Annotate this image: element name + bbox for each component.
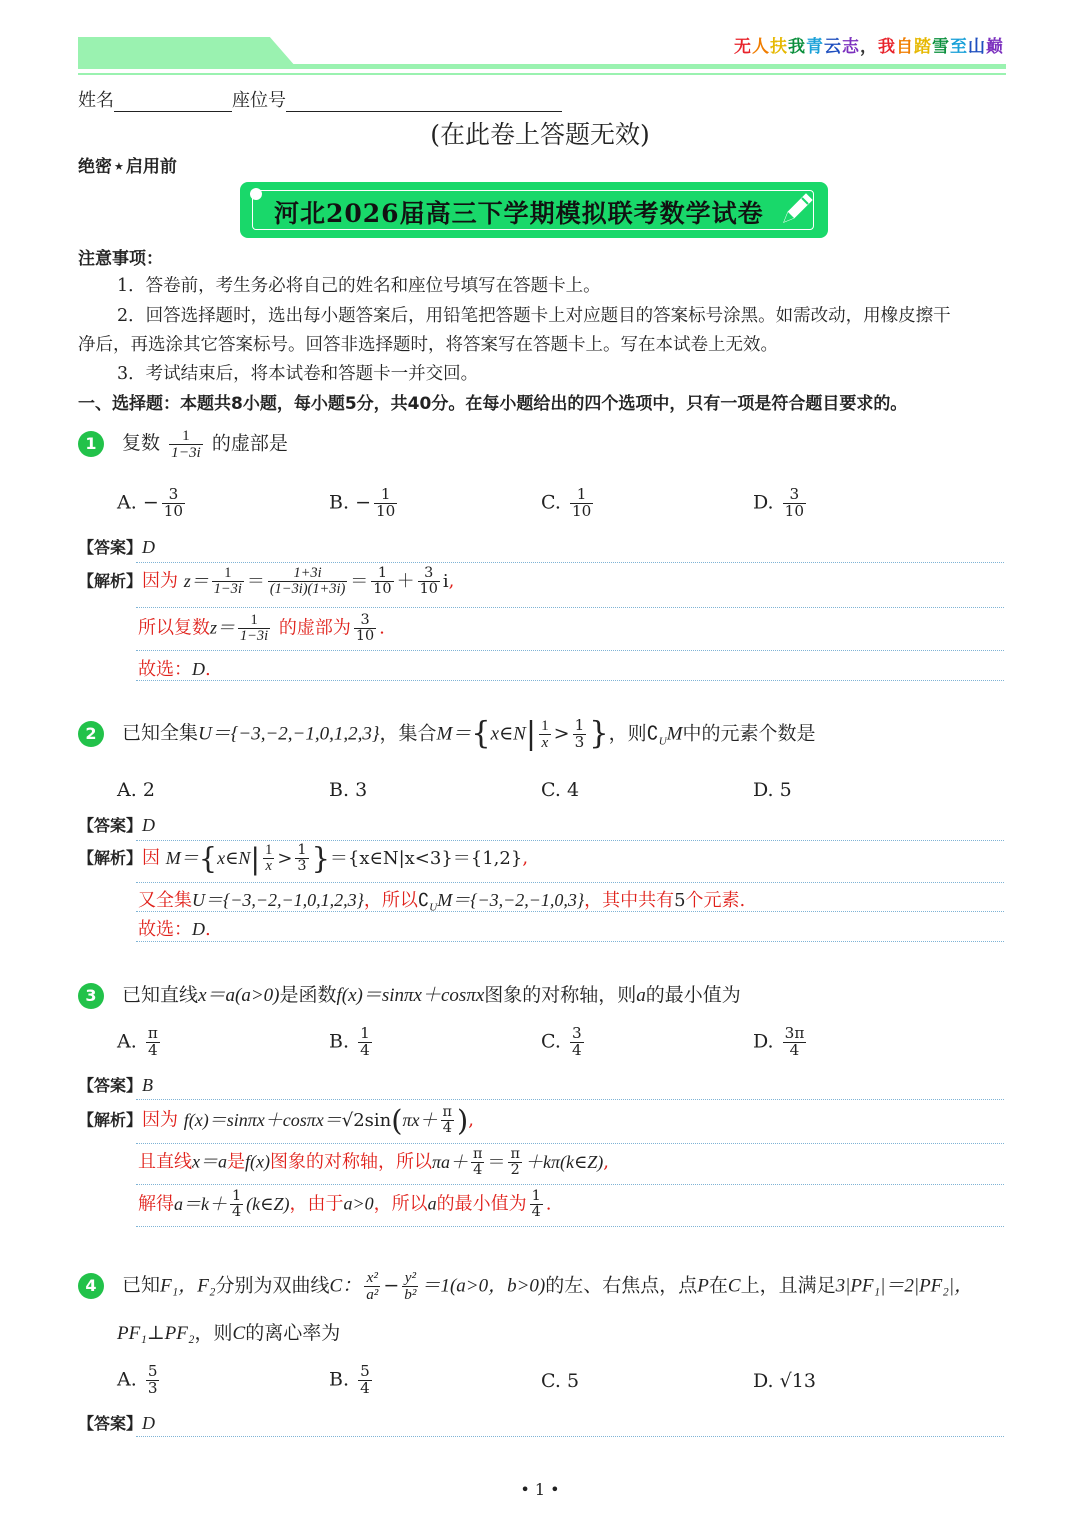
seat-field[interactable] (286, 90, 562, 112)
q3-sol1-inner: πx＋ (402, 1109, 438, 1130)
q2-sol2-u: U＝{−3,−2,−1,0,1,2,3} (192, 890, 364, 910)
q2-option-a[interactable] (117, 779, 155, 801)
q1-sol1-f4n: 3 (418, 566, 440, 582)
answer-label: 【答案】 (78, 1414, 143, 1433)
q2-sol1-frac1 (263, 843, 274, 874)
q3-sol3-rd: 4 (531, 1204, 541, 1221)
q1-choice-value: D (192, 659, 205, 679)
q4-line2-cond: PF₁⊥PF₂ (117, 1323, 195, 1344)
q3-sol2-c: 图象的对称轴，所以 (269, 1151, 432, 1173)
question-1-stem (78, 428, 288, 461)
q1-opt-a-num: 3 (162, 487, 185, 504)
q3-sol1-frac (441, 1105, 454, 1136)
q3-sol2-p1n: π (473, 1146, 483, 1162)
q1-opt-b-den: 10 (375, 501, 396, 520)
q3-sol3-eq: a＝k＋ (174, 1193, 227, 1214)
q3-sol1-pin: π (442, 1104, 452, 1120)
q1-opt-b-num: 1 (374, 487, 397, 504)
q2-stem-b: ，集合 (379, 722, 437, 745)
slogan-char: ， (860, 37, 878, 57)
q3-opt-d-den: 4 (789, 1040, 800, 1059)
q2-opt-a-letter: A. (117, 779, 137, 801)
question-number-2: 2 (78, 721, 104, 747)
q3-stem-a-var: a (636, 985, 646, 1006)
q1-opt-a-fraction (162, 487, 185, 520)
q1-opt-d-fraction (783, 487, 806, 520)
title-banner (240, 182, 828, 238)
q2-sub-u: U (658, 735, 667, 748)
q3-opt-c-fraction (570, 1026, 584, 1059)
q4-option-a[interactable] (117, 1364, 162, 1397)
question-number-3: 3 (78, 983, 104, 1009)
q4-line2-b: 的离心率为 (245, 1322, 341, 1344)
q2-sol2-post: ，其中共有 (584, 890, 675, 911)
divider (136, 1184, 1004, 1185)
q2-fd1: x (541, 733, 549, 751)
q3-sol3-rn: 1 (531, 1188, 541, 1204)
q1-sol2-pre: 所以复数 (138, 617, 210, 639)
q1-sol2-fd: 1−3i (240, 628, 269, 645)
q1-option-d[interactable] (753, 487, 809, 520)
q2-sol1-set: x∈N (217, 847, 251, 868)
choose-label: 故选： (138, 919, 192, 940)
q3-sol3-e: 的最小值为 (436, 1193, 527, 1215)
q4-opt-b-fraction (358, 1364, 372, 1397)
q4-stem-frac-y (402, 1270, 418, 1303)
q1-sol1-f1n: 1 (212, 566, 244, 582)
q3-sol1-pre: 因为 (142, 1109, 179, 1131)
q2-stem-u: U＝{−3,−2,−1,0,1,2,3} (198, 723, 380, 745)
q3-sol3-c: ，由于 (289, 1193, 344, 1215)
q3-sol2-b: 是 (227, 1151, 245, 1173)
pencil-icon (778, 190, 816, 228)
q3-sol1-sqrt: √2 (341, 1109, 365, 1131)
q3-sol1-sin: sin (364, 1109, 392, 1131)
q3-option-c[interactable] (541, 1026, 587, 1059)
q4-stem-a: 已知 (122, 1274, 161, 1297)
divider (136, 1226, 1004, 1227)
q3-sol1-pid: 4 (442, 1120, 452, 1137)
q2-opt-c-letter: C. (541, 779, 561, 801)
divider (136, 1436, 1004, 1437)
slogan-char: 扶 (770, 37, 788, 57)
q4-opt-a-fraction (146, 1364, 160, 1397)
q1-opt-b-letter: B. (329, 491, 350, 514)
q4-x2: x² (364, 1270, 380, 1287)
q1-sol1-f1d: 1−3i (213, 581, 242, 598)
q4-answer (78, 1411, 155, 1434)
q1-sol1-i: i (442, 570, 449, 592)
q1-option-c[interactable] (541, 487, 596, 520)
q2-solution-2: 又全集U＝{−3,−2,−1,0,1,2,3}，所以$∁_UM=\{-3,-2,-1,0,3\}$，其中共有5个元素. (138, 890, 746, 914)
q2-stem-frac1 (539, 718, 551, 751)
q3-solution-2: 且直线x＝a是f(x)图象的对称轴，所以πa＋ $\frac{\pi}{4}$ ＝ $\frac{\pi}{2}$ ＋kπ(k∈Z), (138, 1146, 610, 1179)
q3-sol3-cond: a>0 (343, 1193, 374, 1214)
q4-stem-b: 分别为双曲线 (215, 1274, 330, 1297)
q1-sol2-result (354, 613, 376, 644)
q2-fn2: 1 (574, 716, 585, 734)
q2-stem-c: ，则 (608, 722, 647, 745)
q3-answer-value: B (142, 1075, 154, 1095)
q3-sol3-d: ，所以 (373, 1193, 428, 1215)
q4-y2: y² (402, 1270, 418, 1287)
q1-opt-c-den: 10 (571, 501, 592, 520)
q2-sol2-end: 个元素 (685, 890, 740, 911)
q2-sol1-fn1: 1 (265, 842, 273, 858)
q1-sol1-pre: 因为 (142, 570, 179, 592)
divider (136, 1143, 1004, 1144)
q1-opt-b-fraction (374, 487, 397, 520)
q4-stem-c: 的左、右焦点，点 (545, 1274, 698, 1297)
question-number-4: 4 (78, 1273, 104, 1299)
q2-opt-a-value: 2 (142, 779, 155, 801)
q4-a2: a² (366, 1285, 379, 1303)
analysis-label: 【解析】 (78, 1110, 143, 1130)
divider (136, 562, 1004, 563)
q2-stem-a: 已知全集 (122, 722, 199, 745)
q3-opt-d-fraction (783, 1026, 807, 1059)
q1-choice: 故选：D. (138, 659, 211, 680)
analysis-label: 【解析】 (78, 571, 143, 591)
q4-opt-b-den: 4 (360, 1378, 370, 1397)
q3-option-d[interactable] (753, 1026, 809, 1059)
slogan-char: 踏 (914, 37, 932, 57)
q3-sol2-frac1 (471, 1147, 484, 1178)
divider (136, 607, 1004, 608)
q1-opt-a-letter: A. (117, 491, 137, 514)
q4-stem-c-name: C： (329, 1275, 362, 1297)
divider (136, 650, 1004, 651)
q3-opt-b-fraction (358, 1026, 372, 1059)
q1-option-a[interactable] (117, 487, 188, 520)
q1-answer (78, 535, 155, 558)
q1-stem-pre: 复数 (122, 432, 161, 455)
q3-sol2-p2n: π (510, 1146, 520, 1162)
q1-sol2-rd: 10 (355, 628, 375, 645)
q2-opt-b-value: 3 (355, 779, 368, 801)
q1-sol1-frac3 (371, 566, 393, 597)
q4-stem-eq: ＝1(a>0，b>0) (421, 1275, 546, 1297)
q4-opt-c-value: 5 (566, 1370, 580, 1392)
q3-option-a[interactable] (117, 1026, 163, 1059)
q1-sol2-frac (238, 613, 270, 644)
q4-stem-p: P (697, 1275, 709, 1297)
q3-option-b[interactable] (329, 1026, 375, 1059)
q4-stem-e: 上，且满足 (740, 1274, 836, 1297)
q3-stem-c: 图象的对称轴，则 (484, 984, 637, 1006)
q3-solution-1: 【解析】因为 f(x)＝sinπx＋cosπx＝√2sin(πx＋ $\frac{\pi}{4}$ ), (78, 1103, 474, 1138)
q1-solution-1: 【解析】因为 z＝ $\frac{1}{1-3i}$ ＝ $\frac{1+3i}{(1-3i)(1+3i)}$ ＝ $\frac{1}{10}$ ＋ $\frac{3}{10}$ i, (78, 565, 455, 598)
q1-sol1-frac2 (268, 566, 347, 597)
q1-opt-a-sign: − (142, 491, 159, 514)
q4-line2-a: ，则 (194, 1322, 233, 1344)
q2-opt-d-value: 5 (779, 779, 792, 801)
slogan-char: 我 (878, 37, 896, 57)
q1-stem-fraction (169, 428, 203, 461)
q1-sol1-f4d: 10 (419, 581, 438, 598)
q4-stem-f: F₁，F₂ (160, 1275, 216, 1297)
question-2-stem: 2 已知全集U＝{−3,−2,−1,0,1,2,3}，集合M＝{x∈N| $\frac{1}{x}$ > $\frac{1}{3}$ }，则$∁_UM$中的元素个数是 (78, 718, 816, 751)
q2-sol1-fd2: 3 (297, 858, 307, 875)
q2-stem-d: 中的元素个数是 (682, 722, 816, 745)
q1-sol1-frac1 (212, 566, 244, 597)
q4-answer-value: D (142, 1413, 156, 1433)
q1-sol1-z: z＝ (183, 570, 209, 591)
q4-option-b[interactable] (329, 1364, 375, 1397)
q3-sol3-b: (k∈Z) (246, 1193, 290, 1214)
q3-opt-b-num: 1 (360, 1024, 370, 1042)
q3-stem-f: f(x)＝sinπx＋cosπx (336, 985, 485, 1006)
answer-label: 【答案】 (78, 538, 143, 557)
question-number-1: 1 (78, 431, 104, 457)
q3-sol2-eq2: ＝ (487, 1151, 506, 1173)
slogan-char: 自 (896, 37, 914, 57)
q3-opt-a-fraction (146, 1026, 160, 1059)
q1-opt-a-den: 10 (163, 501, 184, 520)
q3-sol2-frac2 (508, 1147, 521, 1178)
q3-opt-c-letter: C. (541, 1030, 561, 1053)
divider (136, 911, 1004, 912)
q1-opt-d-den: 10 (784, 501, 804, 520)
q4-option-d[interactable] (753, 1370, 816, 1392)
q4-opt-c-letter: C. (541, 1370, 561, 1392)
q1-solution-2: 所以复数z＝ $\frac{1}{1-3i}$ 的虚部为 $\frac{3}{10}$ . (138, 612, 385, 645)
q1-opt-c-num: 1 (570, 487, 593, 504)
confidential: 绝密 (78, 157, 112, 177)
q2-option-d[interactable] (753, 779, 792, 801)
q3-opt-b-den: 4 (360, 1040, 370, 1059)
q1-stem-frac-den: 1−3i (171, 443, 201, 461)
q2-fn1: 1 (541, 717, 549, 734)
divider (136, 680, 1004, 681)
slogan-char: 人 (752, 37, 770, 57)
q2-opt-c-value: 4 (566, 779, 580, 801)
q4-option-c[interactable] (541, 1370, 579, 1392)
header-banner (78, 37, 296, 67)
q3-solution-3: 解得a＝k＋ $\frac{1}{4}$ (k∈Z)，由于a>0，所以a的最小值为 $\frac{1}{4}$ . (138, 1188, 552, 1221)
q3-opt-a-letter: A. (117, 1030, 137, 1053)
header-slogan (734, 32, 1004, 57)
notes-heading: 注意事项： (78, 249, 163, 269)
seat-label: 座位号 (232, 90, 286, 111)
q2-sol1-fd1: x (265, 858, 272, 875)
q2-stem-frac2 (573, 718, 587, 751)
q3-sol3-result (530, 1189, 543, 1220)
q1-sol1-f2n: 1+3i (268, 566, 347, 582)
question-3-stem (78, 980, 741, 1009)
q1-answer-value: D (142, 537, 156, 557)
slogan-char: 山 (968, 37, 986, 57)
q2-answer (78, 813, 155, 836)
q4-stem-frac-x (364, 1270, 380, 1303)
q2-fd2: 3 (574, 732, 585, 751)
note-2b: 净后，再选涂其它答案标号。回答非选择题时，将答案写在答题卡上。写在本试卷上无效。 (78, 335, 778, 355)
q2-choice-value: D (192, 919, 205, 939)
name-label: 姓名 (78, 90, 114, 111)
name-seat-line (78, 86, 562, 112)
divider (136, 882, 1004, 883)
divider (136, 941, 1004, 942)
q3-sol3-fn: 1 (232, 1188, 242, 1204)
star-icon: ★ (114, 160, 124, 173)
q2-stem-m: M＝ (436, 723, 472, 745)
q4-opt-a-den: 3 (147, 1378, 158, 1397)
q4-stem-d: 在 (708, 1274, 728, 1297)
q1-sol2-rn: 3 (354, 613, 376, 629)
q3-stem-a: 已知直线 (122, 984, 199, 1006)
q1-opt-b-sign: − (355, 491, 371, 514)
q3-opt-a-num: π (147, 1024, 158, 1042)
slogan-char: 巅 (986, 37, 1004, 57)
q3-opt-a-den: 4 (147, 1040, 158, 1059)
q1-sol1-f3d: 10 (373, 581, 392, 598)
q2-option-c[interactable] (541, 779, 579, 801)
divider (136, 840, 1004, 841)
confidential-line (78, 152, 177, 177)
q4-opt-b-letter: B. (329, 1368, 350, 1391)
q3-sol2-p2d: 2 (510, 1162, 520, 1179)
q3-opt-d-num: 3π (784, 1024, 805, 1042)
q1-sol1-frac4 (418, 566, 440, 597)
q3-sol2-line: x＝a (192, 1151, 227, 1172)
page-number: • 1 • (520, 1480, 560, 1499)
q1-sol2-fn: 1 (238, 613, 270, 629)
note-1: 1．答卷前，考生务必将自己的姓名和座位号填写在答题卡上。 (117, 276, 601, 296)
exam-title: 河北2026届高三下学期模拟联考数学试卷 (274, 199, 764, 228)
q3-stem-line: x＝a(a>0) (198, 985, 280, 1006)
q3-stem-b: 是函数 (279, 984, 337, 1006)
q4-opt-a-letter: A. (117, 1368, 137, 1391)
choose-label: 故选： (138, 659, 192, 680)
q1-opt-c-fraction (570, 487, 593, 520)
q4-stem-c2: C (727, 1275, 741, 1297)
slogan-char: 青 (806, 37, 824, 57)
q3-stem-d: 的最小值为 (645, 984, 741, 1006)
q4-line2-c: C (232, 1323, 246, 1344)
q1-opt-c-letter: C. (541, 491, 561, 514)
name-field[interactable] (114, 90, 232, 112)
q4-opt-a-num: 5 (147, 1362, 158, 1380)
q1-sol1-f2d: (1−3i)(1+3i) (269, 581, 346, 598)
q1-stem-post: 的虚部是 (211, 432, 288, 455)
q3-opt-c-num: 3 (571, 1024, 582, 1042)
q2-sol2-pre: 又全集 (138, 890, 192, 911)
section-heading: 一、选择题：本题共8小题，每小题5分，共40分。在每小题给出的四个选项中，只有一项是符合题目要求的。 (78, 394, 908, 414)
q1-opt-d-letter: D. (753, 491, 774, 514)
q2-opt-d-letter: D. (753, 779, 774, 801)
q3-sol2-f: f(x) (245, 1151, 270, 1172)
q1-option-b[interactable] (329, 487, 400, 520)
q2-complement-symbol: ∁ (646, 722, 659, 745)
q3-opt-c-den: 4 (571, 1040, 582, 1059)
banner-dot-icon (250, 188, 262, 200)
q3-sol2-eq1: πa＋ (431, 1151, 469, 1172)
header-rule (78, 64, 1006, 69)
q2-option-b[interactable] (329, 779, 367, 801)
q4-b2: b² (404, 1285, 417, 1303)
answer-label: 【答案】 (78, 1076, 143, 1095)
q3-sol2-a: 且直线 (138, 1151, 192, 1173)
q2-sol2-count: 5 (674, 890, 686, 911)
slogan-char: 云 (824, 37, 842, 57)
q3-opt-d-letter: D. (753, 1030, 774, 1053)
q2-solution-1: 【解析】因 M＝{x∈N| $\frac{1}{x}$ > $\frac{1}{3}$ }＝{x∈N|x<3}＝{1,2}, (78, 841, 529, 876)
q1-sol1-f3n: 1 (371, 566, 393, 582)
q1-opt-d-num: 3 (783, 487, 806, 504)
q3-answer (78, 1073, 153, 1096)
q3-sol2-p1d: 4 (473, 1162, 483, 1179)
q4-opt-b-num: 5 (360, 1362, 370, 1380)
question-4-stem-line2 (117, 1318, 340, 1345)
question-4-stem: 4 已知F₁，F₂分别为双曲线C： $\frac{\text{x²}}{\text{a²}}$ − $\frac{\text{y²}}{\text{b²}}$ ＝1(a>0，b>0)的左、右焦点，点P在C上，且满足3|PF₁|＝2|PF₂|， (78, 1270, 973, 1303)
q2-answer-value: D (142, 815, 156, 835)
q3-sol1-f: f(x)＝sinπx＋cosπx＝ (183, 1109, 342, 1130)
slogan-char: 我 (788, 37, 806, 57)
q3-sol3-var: a (427, 1193, 437, 1214)
header-rule-thin (78, 73, 1006, 75)
q2-sol1-frac2 (295, 843, 308, 874)
q3-opt-b-letter: B. (329, 1030, 350, 1053)
slogan-char: 至 (950, 37, 968, 57)
q2-choice: 故选：D. (138, 919, 211, 940)
q2-sol1-fn2: 1 (297, 842, 307, 858)
note-3: 3．考试结束后，将本试卷和答题卡一并交回。 (117, 364, 479, 384)
q3-sol3-fd: 4 (232, 1204, 242, 1221)
q2-sol1-m: M＝ (165, 847, 199, 868)
q2-sol1-tail: ＝{x∈N|x<3}＝{1,2} (329, 847, 523, 869)
q1-sol2-mid: 的虚部为 (278, 617, 351, 639)
slogan-char: 无 (734, 37, 752, 57)
before-use: 启用前 (125, 157, 177, 177)
note-2a: 2．回答选择题时，选出每小题答案后，用铅笔把答题卡上对应题目的答案标号涂黑。如需改动，用橡皮擦干 (117, 306, 951, 326)
q3-sol3-frac (230, 1189, 243, 1220)
slogan-char: 雪 (932, 37, 950, 57)
q4-opt-d-value: √13 (779, 1370, 816, 1392)
q3-sol2-eq3: ＋kπ(k∈Z) (524, 1151, 604, 1172)
q2-sol2-mid: ，所以 (363, 890, 418, 911)
analysis-label: 【解析】 (78, 848, 143, 868)
q2-sol2-res: M＝{−3,−2,−1,0,3} (437, 890, 585, 910)
q3-sol3-a: 解得 (138, 1193, 174, 1215)
q4-stem-cond: 3|PF₁|＝2|PF₂|， (835, 1275, 974, 1297)
divider (136, 1099, 1004, 1100)
answer-label: 【答案】 (78, 816, 143, 835)
q4-opt-d-letter: D. (753, 1370, 774, 1392)
slogan-char: 志 (842, 37, 860, 57)
invalid-notice: (在此卷上答题无效) (430, 120, 650, 149)
q1-stem-frac-num: 1 (169, 428, 203, 445)
q2-stem-set: x∈N (490, 723, 526, 745)
q2-opt-b-letter: B. (329, 779, 350, 801)
q2-sol1-pre: 因 (142, 847, 161, 869)
